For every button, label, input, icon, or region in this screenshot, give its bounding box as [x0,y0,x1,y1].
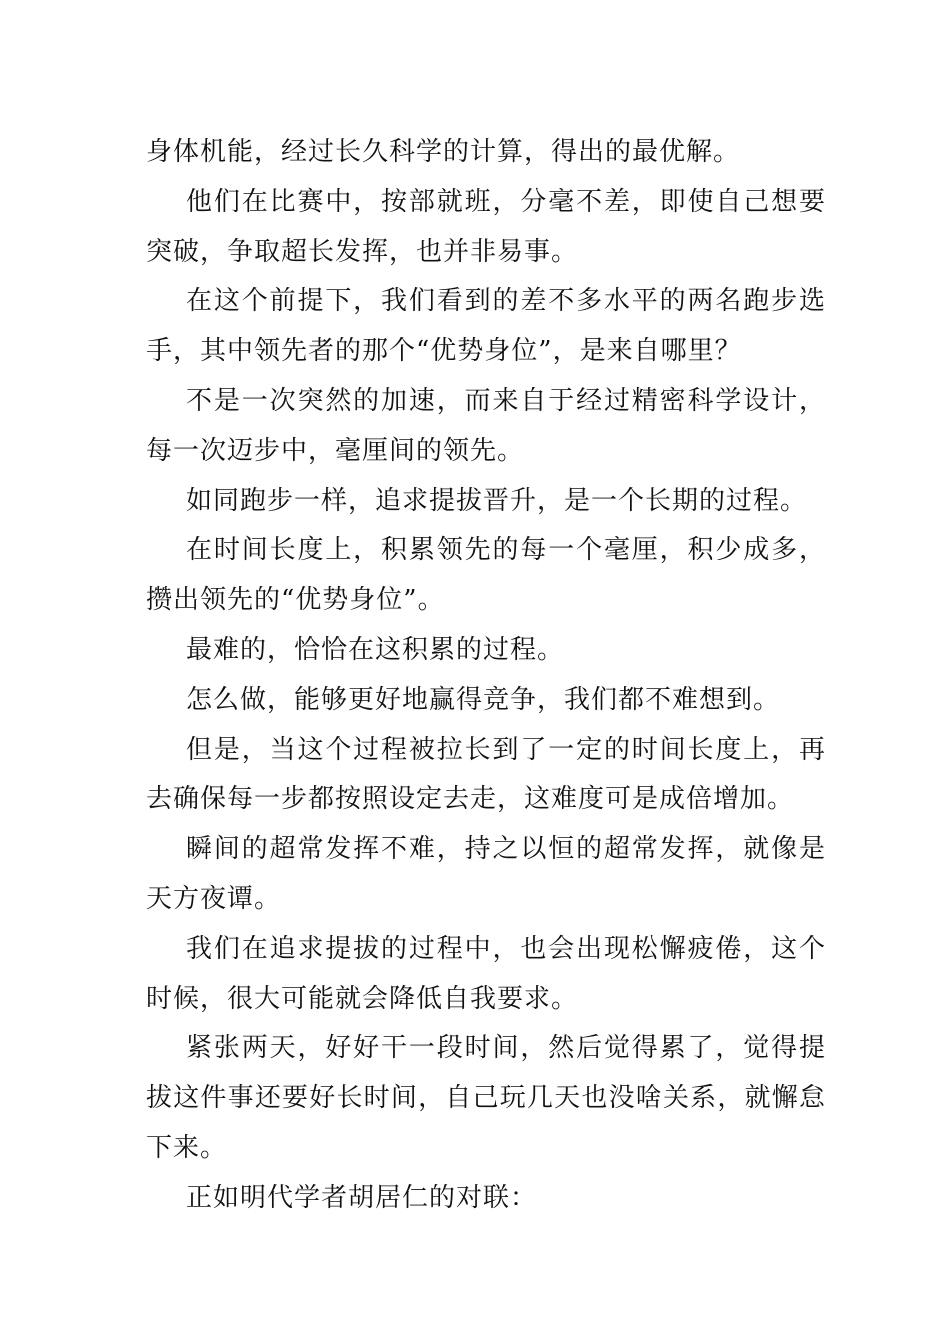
paragraph-13: 正如明代学者胡居仁的对联： [186,1182,538,1213]
paragraph-8: 怎么做，能够更好地赢得竞争，我们都不难想到。 [186,684,781,715]
paragraph-2: 他们在比赛中，按部就班，分毫不差，即使自己想要突破，争取超长发挥，也并非易事。 [146,186,826,267]
paragraph-4: 不是一次突然的加速，而来自于经过精密科学设计，每一次迈步中，毫厘间的领先。 [146,385,826,466]
paragraph-3: 在这个前提下，我们看到的差不多水平的两名跑步选手，其中领先者的那个“优势身位”，是来自哪里？ [146,286,826,367]
paragraph-11: 我们在追求提拔的过程中，也会出现松懈疲倦，这个时候，很大可能就会降低自我要求。 [146,933,826,1014]
paragraph-5: 如同跑步一样，追求提拔晋升，是一个长期的过程。 [186,485,808,516]
body-text [146,128,826,1224]
paragraph-6: 在时间长度上，积累领先的每一个毫厘，积少成多，攒出领先的“优势身位”。 [146,535,826,616]
paragraph-1: 身体机能，经过长久科学的计算，得出的最优解。 [146,137,741,167]
paragraph-10: 瞬间的超常发挥不难，持之以恒的超常发挥，就像是天方夜谭。 [146,834,826,914]
paragraph-12: 紧张两天，好好干一段时间，然后觉得累了，觉得提拔这件事还要好长时间，自己玩几天也没啥关系，就懈怠下来。 [146,1033,826,1163]
paragraph-9: 但是，当这个过程被拉长到了一定的时间长度上，再去确保每一步都按照设定去走，这难度可是成倍增加。 [146,734,826,815]
paragraph-7: 最难的，恰恰在这积累的过程。 [186,634,565,665]
